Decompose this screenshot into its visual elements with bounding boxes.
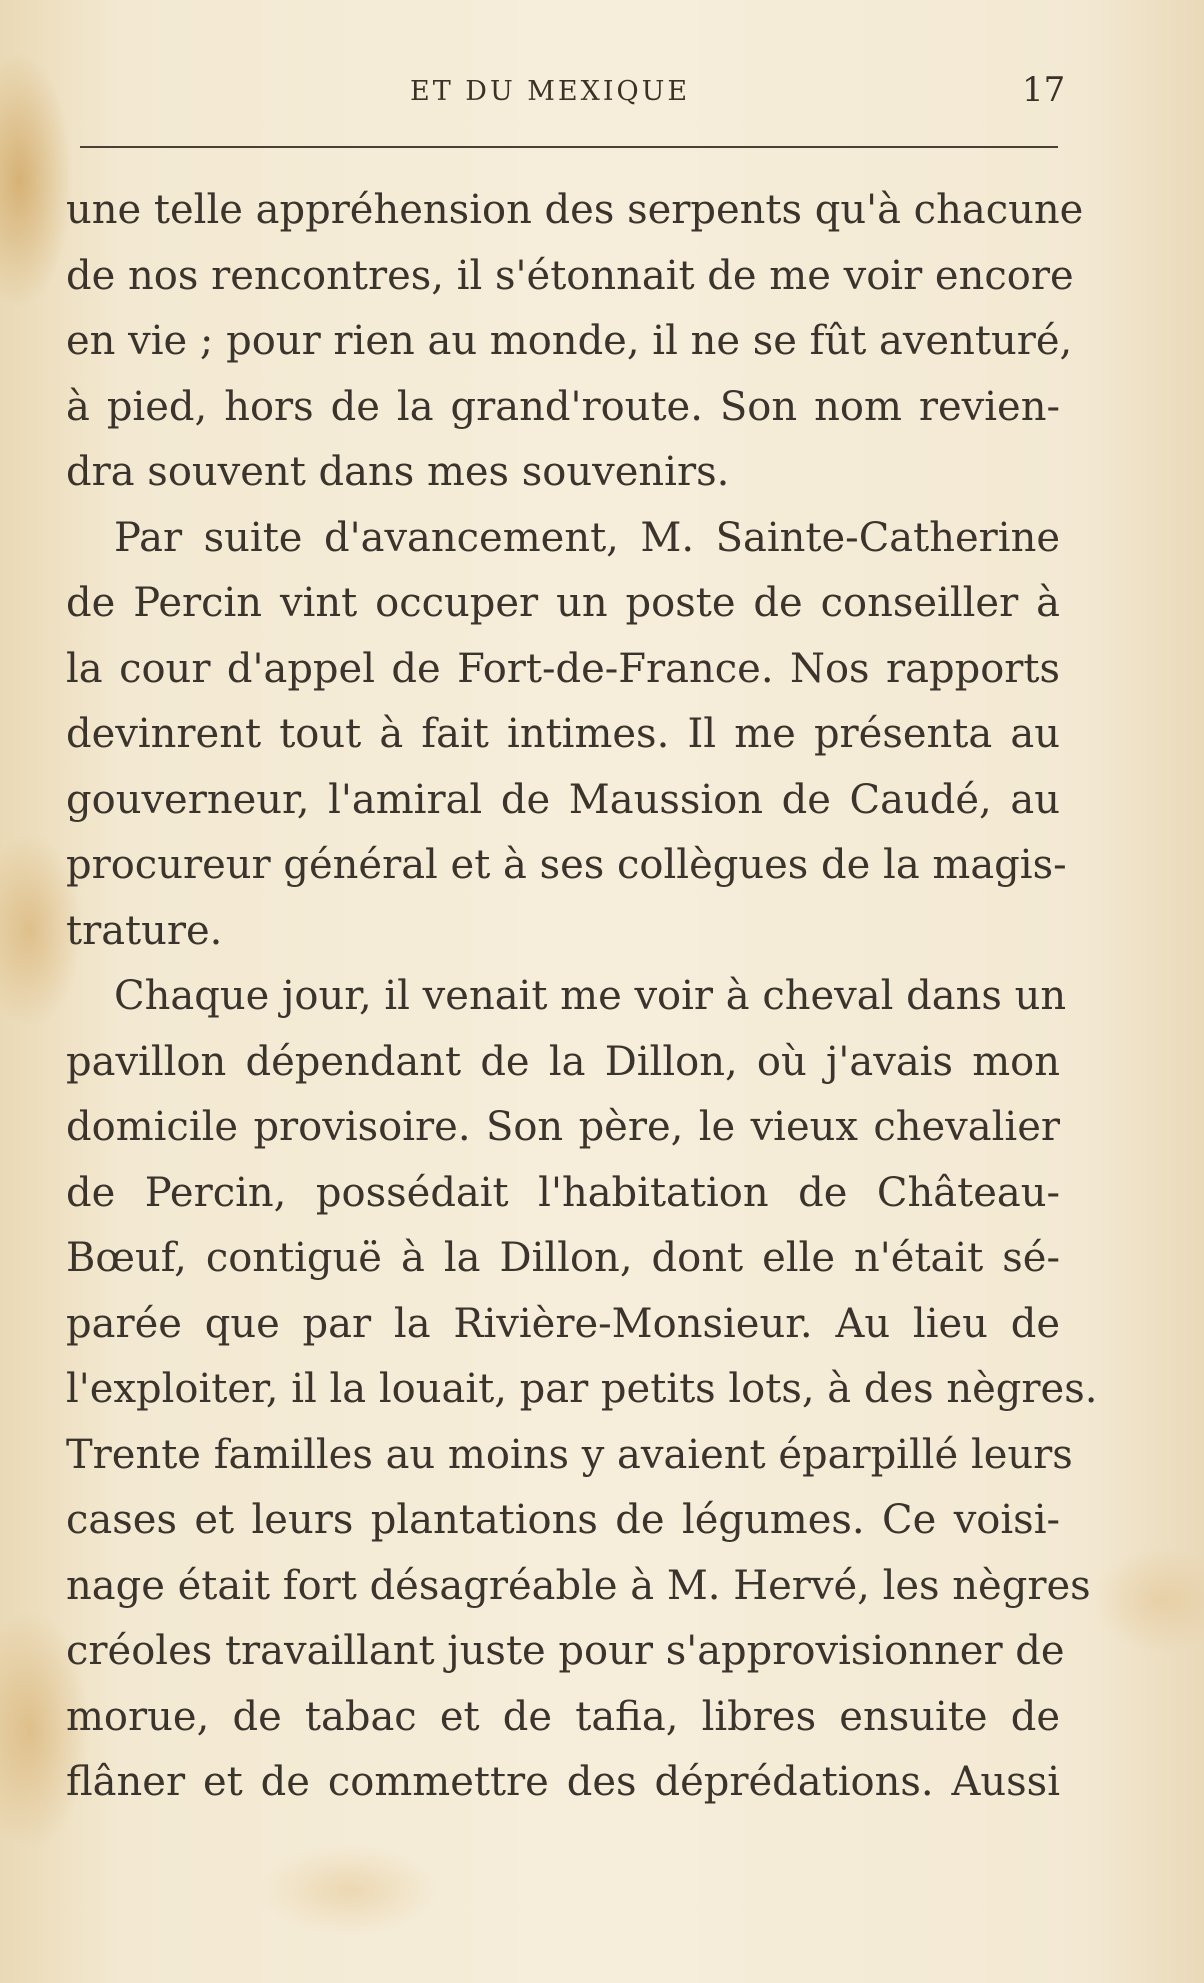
text-line: en vie ; pour rien au monde, il ne se fût aventuré, [66, 318, 1073, 364]
text-line: Par suite d'avancement, M. Sainte-Catherine [114, 514, 1060, 561]
text-line: à pied, hors de la grand'route. Son nom revien- [66, 383, 1060, 430]
text-line: parée que par la Rivière-Monsieur. Au lieu de [66, 1300, 1060, 1347]
text-line: devinrent tout à fait intimes. Il me présenta au [66, 711, 1060, 757]
text-line: de nos rencontres, il s'étonnait de me voir encore [66, 252, 1074, 299]
text-line: de Percin, possédait l'habitation de Château- [66, 1169, 1060, 1216]
header-rule [80, 146, 1058, 148]
text-line: Bœuf, contiguë à la Dillon, dont elle n'était sé- [66, 1235, 1060, 1281]
running-head: ET DU MEXIQUE [410, 76, 691, 107]
text-line: Chaque jour, il venait me voir à cheval dans un [114, 973, 1067, 1019]
text-line: créoles travaillant juste pour s'approvisionner de [66, 1628, 1065, 1674]
text-line: de Percin vint occuper un poste de conseiller à [66, 580, 1060, 626]
text-line: pavillon dépendant de la Dillon, où j'avais mon [66, 1038, 1060, 1085]
text-line: nage était fort désagréable à M. Hervé, les nègres [66, 1562, 1091, 1609]
text-line: gouverneur, l'amiral de Maussion de Caudé, au [66, 776, 1060, 823]
text-line: domicile provisoire. Son père, le vieux chevalier [66, 1104, 1060, 1150]
text-line: une telle appréhension des serpents qu'à chacune [66, 187, 1084, 233]
text-line: trature. [66, 907, 223, 954]
text-line: morue, de tabac et de tafia, libres ensuite de [66, 1693, 1060, 1740]
text-line: cases et leurs plantations de légumes. Ce voisi- [66, 1497, 1060, 1543]
text-line: l'exploiter, il la louait, par petits lots, à des nègres. [66, 1366, 1098, 1412]
body-text [66, 178, 1098, 1816]
page-number: 17 [1022, 70, 1066, 110]
text-line: la cour d'appel de Fort-de-France. Nos rapports [66, 645, 1060, 692]
text-line: procureur général et à ses collègues de la magis- [66, 842, 1067, 888]
text-line: flâner et de commettre des déprédations. Aussi [66, 1759, 1060, 1805]
text-line: Trente familles au moins y avaient éparpillé leurs [66, 1431, 1073, 1478]
text-line: dra souvent dans mes souvenirs. [66, 449, 730, 495]
